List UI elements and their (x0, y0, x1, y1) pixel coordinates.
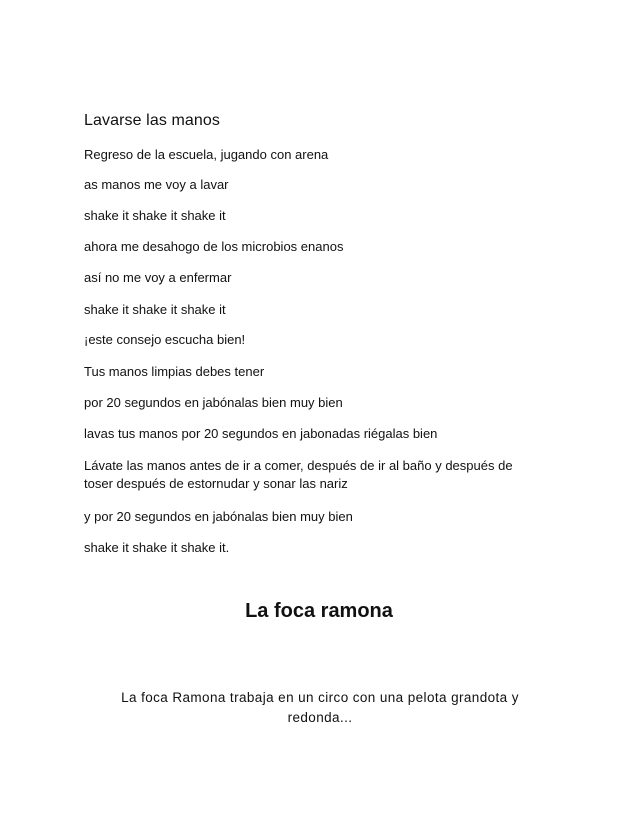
song-title: Lavarse las manos (84, 112, 220, 129)
song-line: as manos me voy a lavar (84, 177, 229, 192)
song-line: shake it shake it shake it. (84, 540, 230, 555)
song-line: Lávate las manos antes de ir a comer, después de ir al baño y después de toser después de estornudar y sonar las nariz (84, 458, 513, 491)
story-paragraph: La foca Ramona trabaja en un circo con una pelota grandota y redonda... (121, 690, 519, 725)
song-line: ahora me desahogo de los microbios enanos (84, 239, 344, 254)
song-line: y por 20 segundos en jabónalas bien muy bien (84, 509, 353, 524)
song-line: shake it shake it shake it (84, 302, 226, 317)
song-line: lavas tus manos por 20 segundos en jabonadas riégalas bien (84, 426, 438, 441)
song-line: así no me voy a enfermar (84, 270, 232, 285)
song-line: Regreso de la escuela, jugando con arena (84, 147, 329, 162)
song-line: por 20 segundos en jabónalas bien muy bien (84, 395, 343, 410)
song-line: ¡este consejo escucha bien! (84, 332, 246, 347)
song-line: shake it shake it shake it (84, 208, 226, 223)
story-title: La foca ramona (245, 600, 393, 622)
song-line: Tus manos limpias debes tener (84, 364, 265, 379)
